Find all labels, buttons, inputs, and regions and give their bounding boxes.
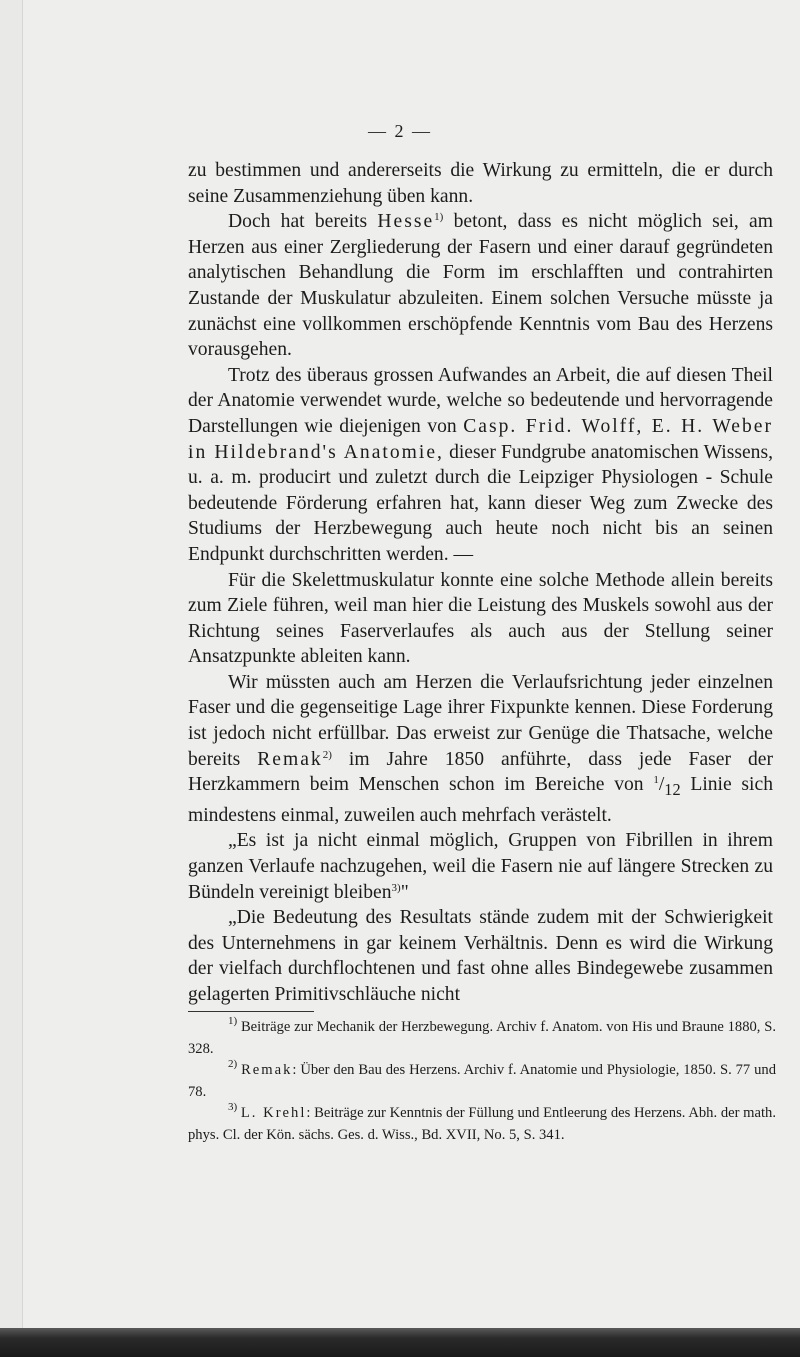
- text-run: Wir müssten auch am Herzen die Verlaufsrichtung jeder einzelnen Faser und die gegenseitige Lage ihrer Fixpunkte kennen. Diese Forderung ist jedoch nicht erfüllbar. Das erweist zur Genüge die Thatsache, welche bereits: [188, 671, 773, 770]
- page-number: — 2 —: [368, 121, 432, 141]
- text-run: /: [658, 774, 665, 796]
- text-run: Beiträge zur Mechanik der Herzbewegung. Archiv f. Anatom. von His und Braune 1880, S. 328.: [188, 1019, 776, 1057]
- text-run: betont, dass es nicht möglich sei, am Herzen aus einer Zergliederung der Fasern und einer darauf gegründeten analytischen Behandlung die Form im erschlafften und contrahirten Zustande der Muskulatur abzuleiten. Einem solchen Versuche müsste ja zunächst eine vollkommen erschöpfende Kenntnis vom Bau des Herzens vorausgehen.: [188, 211, 773, 361]
- spaced-name: Remak: [241, 1062, 293, 1079]
- superscript: 1: [653, 774, 659, 787]
- spaced-name: Casp. Frid. Wolff, E. H. Weber in Hildebrand's Anatomie,: [188, 415, 773, 463]
- paragraph-p7: [188, 905, 773, 1007]
- superscript: 1): [228, 1015, 238, 1027]
- paragraph-p3: [188, 363, 773, 568]
- paragraph-p1: [188, 158, 773, 209]
- footnote-fn2: [188, 1060, 776, 1103]
- text-run: : Über den Bau des Herzens. Archiv f. Anatomie und Physiologie, 1850. S. 77 und 78.: [188, 1062, 776, 1100]
- superscript: 3): [228, 1101, 238, 1114]
- superscript: 1): [434, 211, 444, 224]
- text-run: „Die Bedeutung des Resultats stände zudem mit der Schwierigkeit des Unternehmens in gar keinem Verhältnis. Denn es wird die Wirkung der vielfach durchflochtenen und fast ohne alles Bindegewebe zusammen gelagerten Primitivschläuche nicht: [188, 907, 773, 1005]
- text-run: dieser Fundgrube anatomischen Wissens, u. a. m. producirt und zuletzt durch die Leipziger Physiologen - Schule bedeutende Förderung erfahren hat, kann dieser Weg zum Zwecke des Studiums der Herzbewegung auch heute noch nicht bis an seinen Endpunkt durchschritten werden. —: [188, 441, 773, 565]
- text-run: im Jahre 1850 anführte, dass jede Faser der Herzkammern beim Menschen schon im Bereiche von: [188, 748, 773, 796]
- spaced-name: L. Krehl: [240, 1105, 307, 1122]
- footnote-fn1: [188, 1017, 776, 1060]
- body-text: [188, 158, 773, 1008]
- text-run: Trotz des überaus grossen Aufwandes an Arbeit, die auf diesen Theil der Anatomie verwendet wurde, welche so bedeutende und hervorragende Darstellungen wie diejenigen von: [188, 364, 773, 437]
- text-run: Für die Skelettmuskulatur konnte eine solche Methode allein bereits zum Ziele führen, weil man hier die Leistung des Muskels sowohl aus der Richtung seines Faserverlaufes als auch aus der Stellung seiner Ansatzpunkte ableiten kann.: [188, 569, 773, 668]
- subscript: 12: [664, 780, 681, 800]
- text-run: : Beiträge zur Kenntnis der Füllung und Entleerung des Herzens. Abh. der math. phys. Cl. der Kön. sächs. Ges. d. Wiss., Bd. XVII, No. 5, S. 341.: [188, 1105, 776, 1143]
- footnotes: [188, 1017, 776, 1147]
- paragraph-p4: [188, 568, 773, 670]
- superscript: 2): [322, 748, 332, 761]
- text-run: Doch hat bereits: [228, 211, 378, 233]
- text-run: Linie sich mindestens einmal, zuweilen auch mehrfach verästelt.: [188, 774, 773, 826]
- superscript: 3): [391, 881, 401, 894]
- footnote-fn3: [188, 1103, 776, 1146]
- spaced-name: Remak: [257, 748, 323, 770]
- text-run: „Es ist ja nicht einmal möglich, Gruppen von Fibrillen in ihrem ganzen Verlaufe nachzugehen, weil die Fasern nie auf längere Strecken zu Bündeln vereinigt bleiben: [188, 830, 773, 903]
- spaced-name: Hesse: [377, 211, 435, 233]
- paragraph-p6: [188, 828, 773, 905]
- text-run: ": [400, 881, 409, 903]
- paragraph-p5: [188, 670, 773, 828]
- footnote-divider: [188, 1011, 314, 1012]
- superscript: 2): [228, 1058, 238, 1071]
- text-run: zu bestimmen und andererseits die Wirkung zu ermitteln, die er durch seine Zusammenziehung üben kann.: [188, 160, 773, 207]
- page-bottom-edge: [0, 1328, 800, 1357]
- paragraph-p2: [188, 209, 773, 363]
